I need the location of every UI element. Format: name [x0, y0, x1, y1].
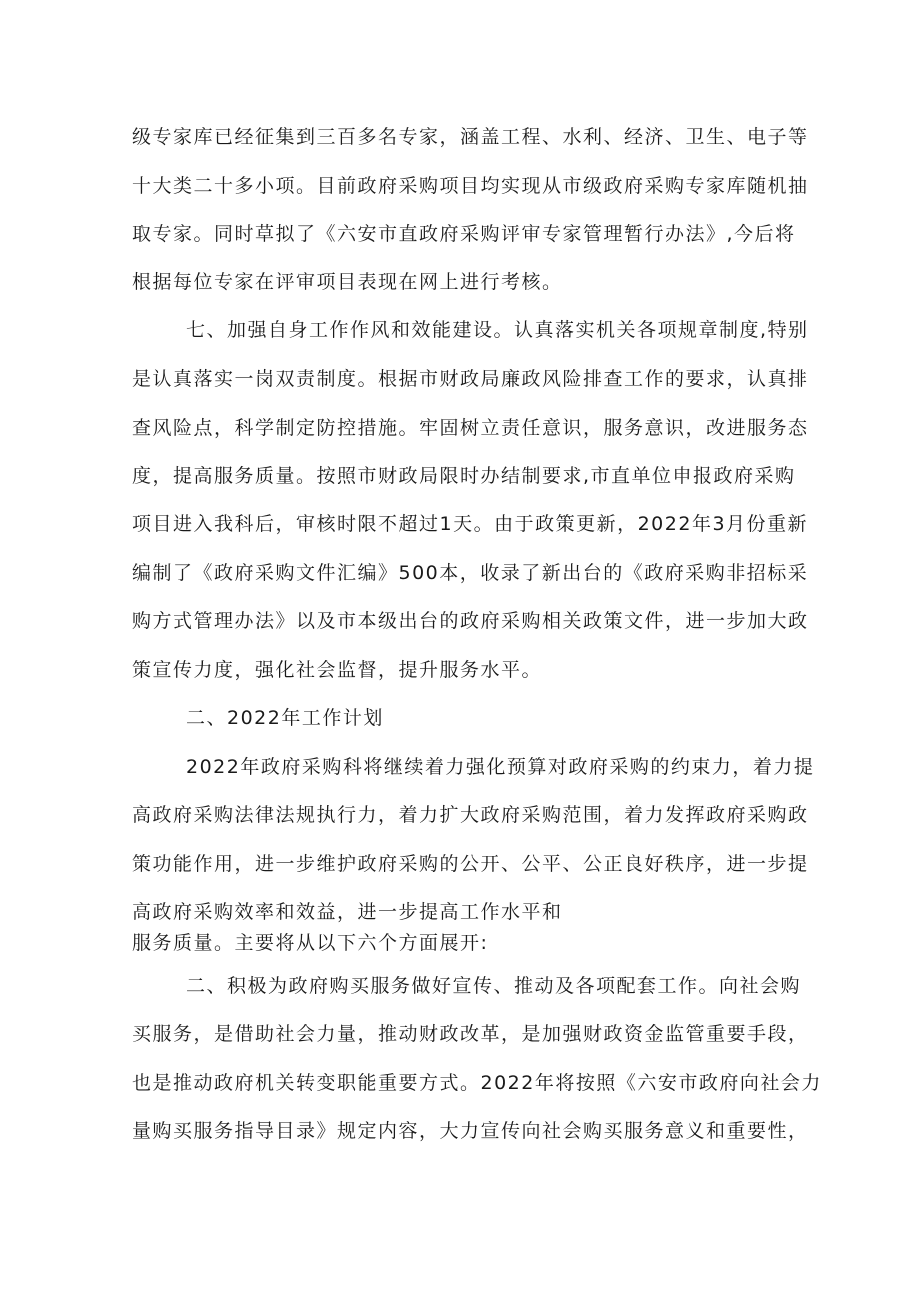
paragraph-heading-line: 二、积极为政府购买服务做好宣传、推动及各项配套工作。向社会购	[186, 975, 802, 997]
text-line: 策宣传力度，强化社会监督，提升服务水平。	[132, 659, 543, 681]
text-line: 策功能作用，进一步维护政府采购的公开、公平、公正良好秩序，进一步提	[132, 853, 809, 875]
text-line: 买服务，是借助社会力量，推动财政改革，是加强财政资金监管重要手段，	[132, 1023, 809, 1045]
text-line: 根据每位专家在评审项目表现在网上进行考核。	[132, 271, 563, 293]
text-line: 度，提高服务质量。按照市财政局限时办结制要求,市直单位申报政府采购	[132, 465, 796, 487]
text-line: 购方式管理办法》以及市本级出台的政府采购相关政策文件，进一步加大政	[132, 610, 809, 632]
text-line: 项目进入我科后，审核时限不超过1天。由于政策更新，2022年3月份重新	[132, 513, 809, 535]
text-line: 十大类二十多小项。目前政府采购项目均实现从市级政府采购专家库随机抽	[132, 175, 809, 197]
text-line: 量购买服务指导目录》规定内容，大力宣传向社会购买服务意义和重要性，	[132, 1120, 809, 1142]
section-heading: 二、2022年工作计划	[186, 707, 384, 729]
paragraph-heading-line: 七、加强自身工作作风和效能建设。认真落实机关各项规章制度,特别	[186, 319, 809, 341]
text-line: 级专家库已经征集到三百多名专家，涵盖工程、水利、经济、卫生、电子等	[132, 126, 809, 148]
text-line: 也是推动政府机关转变职能重要方式。2022年将按照《六安市政府向社会力	[132, 1072, 822, 1094]
text-line: 高政府采购法律法规执行力，着力扩大政府采购范围，着力发挥政府采购政	[132, 804, 809, 826]
text-line: 取专家。同时草拟了《六安市直政府采购评审专家管理暂行办法》,今后将	[132, 223, 796, 245]
text-line: 查风险点，科学制定防控措施。牢固树立责任意识，服务意识，改进服务态	[132, 417, 809, 439]
text-line: 服务质量。主要将从以下六个方面展开:	[132, 932, 489, 954]
text-line: 高政府采购效率和效益，进一步提高工作水平和	[132, 901, 563, 923]
text-line: 是认真落实一岗双责制度。根据市财政局廉政风险排查工作的要求，认真排	[132, 368, 809, 390]
text-line: 编制了《政府采购文件汇编》500本，收录了新出台的《政府采购非招标采	[132, 562, 809, 584]
text-line: 2022年政府采购科将继续着力强化预算对政府采购的约束力，着力提	[186, 756, 815, 778]
